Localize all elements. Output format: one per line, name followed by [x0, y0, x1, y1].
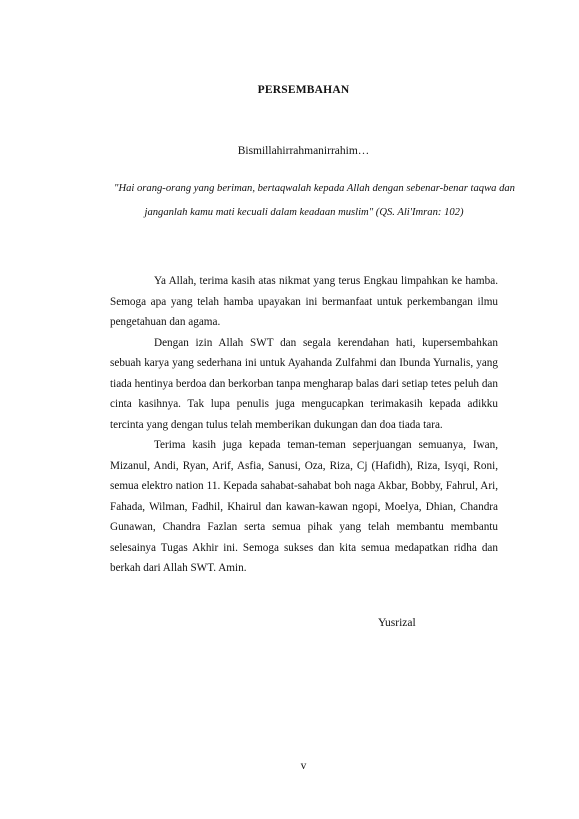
- page-number: v: [300, 760, 307, 772]
- paragraph: Dengan izin Allah SWT dan segala kerendahan hati, kupersembahkan sebuah karya yang sederhana ini untuk Ayahanda Zulfahmi dan Ibunda Yurnalis, yang tiada hentinya berdoa dan berkorban tanpa mengharap balas dari setiap tetes peluh dan cinta kasihnya. Tak lupa penulis juga mengucapkan terimakasih kepada adikku tercinta yang dengan tulus telah memberikan dukungan dan doa tiada tara.: [110, 336, 498, 431]
- paragraph: Terima kasih juga kepada teman-teman seperjuangan semuanya, Iwan, Mizanul, Andi, Ryan, Arif, Asfia, Sanusi, Oza, Riza, Cj (Hafidh), Riza, Isyqi, Roni, semua elektro nation 11. Kepada sahabat-sahabat boh naga Akbar, Bobby, Fahrul, Ari, Fahada, Wilman, Fadhil, Khairul dan kawan-kawan ngopi, Moelya, Dhian, Chandra Gunawan, Chandra Fazlan serta semua pihak yang telah membantu membantu selesainya Tugas Akhir ini. Semoga sukses dan kita semua medapatkan ridha dan berkah dari Allah SWT. Amin.: [110, 439, 498, 574]
- page-title: PERSEMBAHAN: [257, 84, 350, 96]
- quote-line-1: "Hai orang-orang yang beriman, bertaqwalah kepada Allah dengan sebenar-benar taqwa dan: [114, 183, 515, 194]
- opening-line: Bismillahirrahmanirrahim…: [237, 145, 370, 157]
- paragraph: Ya Allah, terima kasih atas nikmat yang terus Engkau limpahkan ke hamba. Semoga apa yang telah hamba upayakan ini bermanfaat untuk perkembangan ilmu pengetahuan dan agama.: [110, 275, 498, 328]
- quran-quote: [110, 177, 515, 225]
- dedication-body: [110, 271, 498, 579]
- author-signature: Yusrizal: [378, 617, 416, 629]
- quote-line-2: janganlah kamu mati kecuali dalam keadaan muslim" (QS. Ali'Imran: 102): [144, 207, 464, 218]
